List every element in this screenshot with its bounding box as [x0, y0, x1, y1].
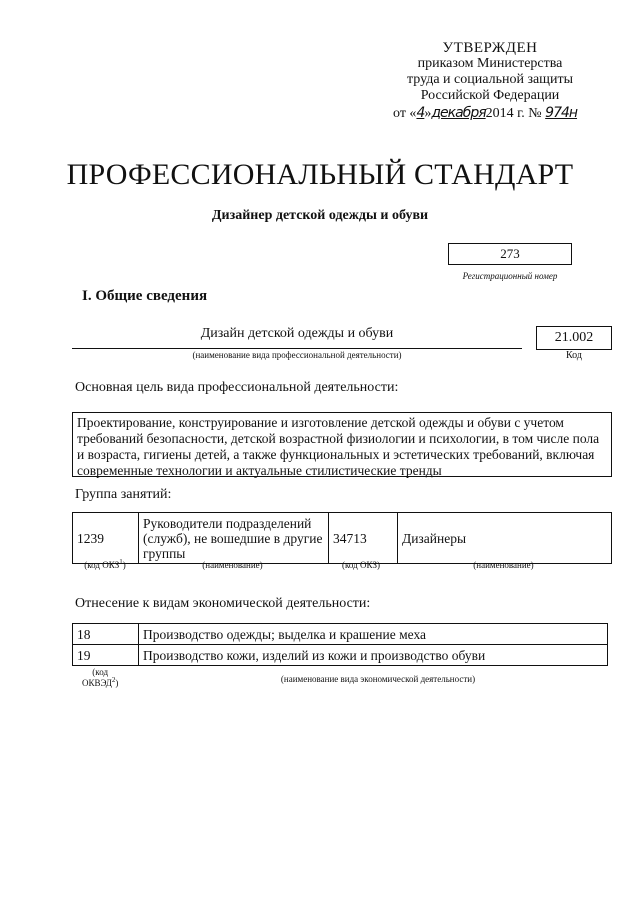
table-row	[73, 513, 612, 564]
okved-code-caption	[82, 667, 118, 689]
approval-line: приказом Министерства	[417, 56, 563, 71]
occupation-code-caption	[72, 560, 138, 570]
caption-text: )	[122, 560, 126, 570]
approval-line: Российской Федерации	[420, 88, 560, 103]
activity-code-caption: Код	[566, 350, 582, 361]
economic-activity-name-cell: Производство кожи, изделий из кожи и производство обуви	[139, 645, 608, 666]
economic-label: Отнесение к видам экономической деятельности:	[75, 596, 371, 611]
occupation-code-caption: (код ОКЗ)	[342, 560, 380, 570]
table-row	[73, 645, 608, 666]
economic-activity-name-cell: Производство одежды; выделка и крашение меха	[139, 624, 608, 645]
date-prefix: от «	[393, 106, 417, 121]
date-year: 2014 г. №	[485, 106, 542, 121]
registration-caption: Регистрационный номер	[462, 271, 558, 281]
occupations-label: Группа занятий:	[75, 487, 172, 502]
activity-name: Дизайн детской одежды и обуви	[200, 326, 394, 341]
date-mid: »	[424, 106, 432, 121]
approval-line: труда и социальной защиты	[407, 72, 573, 87]
document-title: ПРОФЕССИОНАЛЬНЫЙ СТАНДАРТ	[66, 158, 574, 191]
caption-text: ОКВЭД	[82, 678, 112, 688]
footnote-marker: 2	[111, 676, 116, 684]
economic-activity-caption: (наименование вида экономической деятельности)	[280, 674, 476, 684]
activity-caption: (наименование вида профессиональной деятельности)	[192, 350, 402, 360]
activity-underline	[72, 348, 522, 349]
economic-activity-table	[72, 623, 608, 666]
goal-text-box: Проектирование, конструирование и изготовление детской одежды и обуви с учетом требований безопасности, детской возрастной физиологии и психологии, в том числе пола и возраста, гигиены детей, а также функциональных и эстетических требований, включая современные технологии и актуальные стилистические тренды	[72, 412, 612, 477]
order-number-handwritten: 974н	[545, 105, 578, 121]
caption-text: (код	[92, 667, 109, 677]
occupation-name-caption: (наименование)	[202, 560, 263, 570]
approval-title: УТВЕРЖДЕН	[442, 40, 538, 56]
activity-code-box: 21.002	[536, 326, 612, 350]
goal-label: Основная цель вида профессиональной деятельности:	[75, 380, 399, 395]
caption-text: )	[115, 678, 119, 688]
caption-text: (код ОКЗ	[84, 560, 120, 570]
occupation-name-cell: Дизайнеры	[398, 513, 612, 564]
date-month-handwritten: декабря	[431, 105, 486, 121]
section-heading: I. Общие сведения	[82, 288, 208, 304]
registration-number-box: 273	[448, 243, 572, 265]
okved-code-cell: 19	[73, 645, 139, 666]
occupation-name-cell: Руководители подразделений (служб), не вошедшие в другие группы	[139, 513, 329, 564]
approval-date	[393, 105, 577, 122]
occupation-code-cell: 1239	[73, 513, 139, 564]
footnote-marker: 1	[119, 558, 123, 566]
okved-code-cell: 18	[73, 624, 139, 645]
occupation-name-caption: (наименование)	[473, 560, 534, 570]
document-subtitle: Дизайнер детской одежды и обуви	[211, 208, 429, 223]
occupation-code-cell: 34713	[329, 513, 398, 564]
table-row	[73, 624, 608, 645]
occupations-table	[72, 512, 612, 564]
date-day-handwritten: 4	[416, 105, 425, 121]
approval-block	[390, 40, 590, 104]
